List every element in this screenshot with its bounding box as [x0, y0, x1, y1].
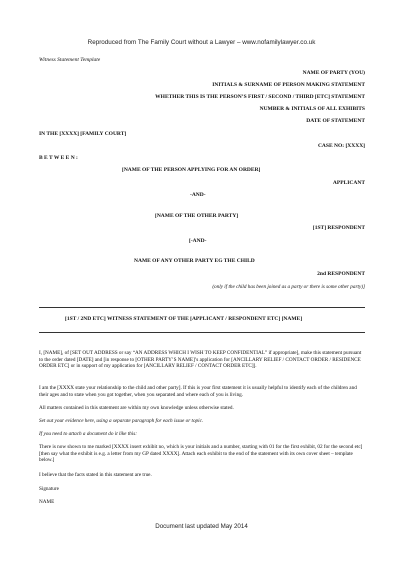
case-number: CASE NO: [XXXX] — [317, 143, 365, 149]
applicant-name: [NAME OF THE PERSON APPLYING FOR AN ORDER] — [122, 167, 261, 173]
party-name-line: NAME OF PARTY (YOU) — [302, 70, 365, 76]
exhibit-paragraph: There is now shown to me marked [XXXX insert exhibit no, which is your initials and a number, starting with 01 for the first exhibit, 02 for the second etc] [then say what the exhibit is e.g. a letter from my GP dated XXXX]. Attach each exhibit to the end of the statement with its own cover sheet – template below.] — [39, 444, 363, 464]
other-party-name: [NAME OF THE OTHER PARTY] — [155, 213, 239, 219]
applicant-role: APPLICANT — [332, 180, 365, 186]
evidence-instruction: Set out your evidence here, using a separate paragraph for each issue or topic. — [39, 418, 204, 424]
relationship-paragraph: I am the [XXXX state your relationship to the child and other party]. If this is your first statement it is usually helpful to identify each of the children and their ages and to state when you got together, when you separated and where each of you is living. — [39, 385, 357, 398]
any-other-party-name: NAME OF ANY OTHER PARTY EG THE CHILD — [134, 258, 255, 264]
and-separator-2: [-AND- — [189, 238, 207, 244]
statement-heading: [1ST / 2ND ETC] WITNESS STATEMENT OF THE [APPLICANT / RESPONDENT ETC] [NAME] — [65, 316, 303, 322]
heading-rule-bottom — [39, 332, 365, 333]
attach-instruction: If you need to attach a document do it like this: — [39, 431, 137, 437]
court-name: IN THE [XXXX] [FAMILY COURT] — [39, 131, 127, 137]
party-joined-note: (only if the child has been joined as a party or there is some other party)] — [212, 284, 365, 290]
last-updated-footer: Document last updated May 2014 — [155, 523, 248, 530]
template-title: Witness Statement Template — [39, 57, 101, 63]
first-respondent-role: [1ST] RESPONDENT — [312, 225, 365, 231]
heading-rule-top — [39, 307, 365, 308]
source-header: Reproduced from The Family Court without a Lawyer – www.nofamilylawyer.co.uk — [87, 39, 316, 46]
signature-label: Signature — [39, 486, 59, 492]
statement-number-line: WHETHER THIS IS THE PERSON’S FIRST / SECOND / THIRD [ETC] STATEMENT — [155, 94, 365, 100]
second-respondent-role: 2nd RESPONDENT — [317, 271, 365, 277]
name-label: NAME — [39, 499, 55, 505]
between-label: B E T W E E N : — [39, 155, 78, 161]
statement-date-line: DATE OF STATEMENT — [306, 118, 365, 124]
and-separator: -AND- — [190, 192, 206, 198]
exhibits-line: NUMBER & INITIALS OF ALL EXHIBITS — [259, 106, 365, 112]
truth-statement: I believe that the facts stated in this statement are true. — [39, 472, 152, 478]
person-making-statement-line: INITIALS & SURNAME OF PERSON MAKING STATEMENT — [212, 82, 365, 88]
knowledge-paragraph: All matters contained in this statement are within my own knowledge unless otherwise stated. — [39, 405, 234, 411]
intro-paragraph: I, [NAME], of [SET OUT ADDRESS or say “AN ADDRESS WHICH I WISH TO KEEP CONFIDENTIAL” if appropriate], make this statement pursuant to the order dated [DATE] and [in response to [OTHER PARTY’S NAME]’s application for [ANCILLARY RELIEF / CONTACT ORDER / RESIDENCE ORDER ETC] or in support of my application for [ANCILLARY RELIEF / CONTACT ORDER ETC]]. — [39, 350, 362, 370]
